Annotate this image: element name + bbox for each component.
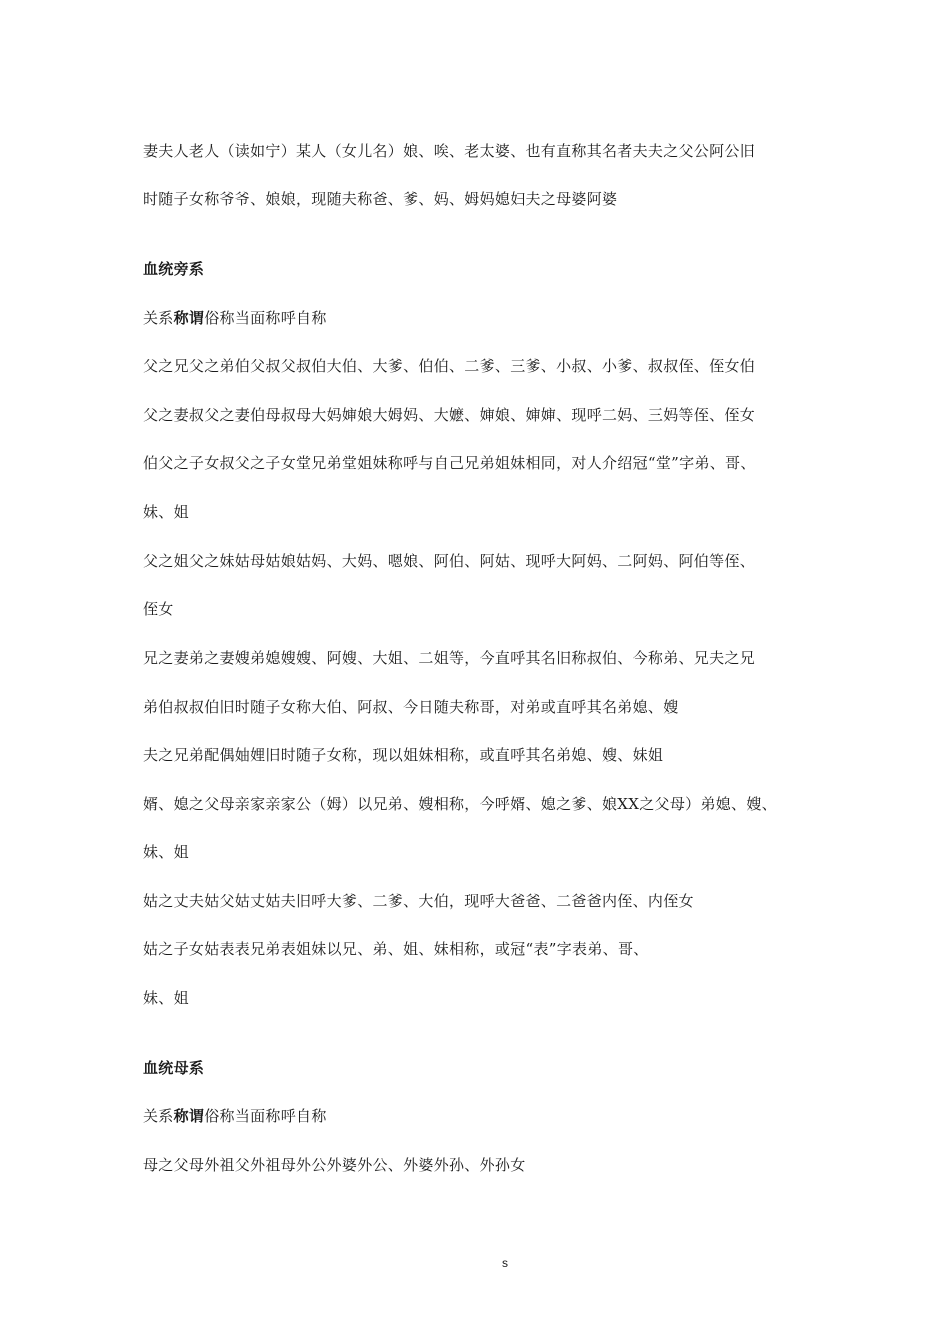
column-header-bold: 称谓 [173,1107,205,1125]
column-header-prefix: 关系 [143,1107,174,1125]
text-line: 时随子女称爷爷、娘娘，现随夫称爸、爹、妈、姆妈媳妇夫之母婆阿婆 [143,190,618,208]
column-header-bold: 称谓 [173,309,205,327]
page-footer: s [502,1256,508,1270]
text-line: 兄之妻弟之妻嫂弟媳嫂嫂、阿嫂、大姐、二姐等，今直呼其名旧称叔伯、今称弟、兄夫之兄 [143,649,756,667]
section-heading: 血统母系 [143,1059,205,1077]
column-header-prefix: 关系 [143,309,174,327]
text-line: 妹、姐 [143,989,189,1007]
text-line: 妹、姐 [143,503,189,521]
text-line: 父之妻叔父之妻伯母叔母大妈婶娘大姆妈、大嬷、婶娘、婶婶、现呼二妈、三妈等侄、侄女 [143,406,756,424]
text-line: 弟伯叔叔伯旧时随子女称大伯、阿叔、今日随夫称哥，对弟或直呼其名弟媳、嫂 [143,698,679,716]
column-header [143,1106,327,1126]
column-header [143,308,327,328]
column-header-suffix: 俗称当面称呼自称 [204,309,327,327]
text-line: 婿、媳之父母亲家亲家公（姆）以兄弟、嫂相称，今呼婿、媳之爹、娘XX之父母）弟媳、嫂、 [143,795,777,813]
text-line: 妻夫人老人（读如宁）某人（女儿名）娘、唉、老太婆、也有直称其名者夫夫之父公阿公旧 [143,142,756,160]
text-line: 夫之兄弟配偶妯娌旧时随子女称，现以姐妹相称，或直呼其名弟媳、嫂、妹姐 [143,746,664,764]
text-line: 父之兄父之弟伯父叔父叔伯大伯、大爹、伯伯、二爹、三爹、小叔、小爹、叔叔侄、侄女伯 [143,357,756,375]
text-line: 母之父母外祖父外祖母外公外婆外公、外婆外孙、外孙女 [143,1156,526,1174]
section-heading: 血统旁系 [143,260,205,278]
text-line: 姑之丈夫姑父姑丈姑夫旧呼大爹、二爹、大伯，现呼大爸爸、二爸爸内侄、内侄女 [143,892,694,910]
text-line: 伯父之子女叔父之子女堂兄弟堂姐妹称呼与自己兄弟姐妹相同，对人介绍冠“堂”字弟、哥、 [143,454,756,472]
column-header-suffix: 俗称当面称呼自称 [204,1107,327,1125]
text-line: 侄女 [143,600,174,618]
text-line: 姑之子女姑表表兄弟表姐妹以兄、弟、姐、妹相称，或冠“表”字表弟、哥、 [143,940,649,958]
text-line: 父之姐父之妹姑母姑娘姑妈、大妈、嗯娘、阿伯、阿姑、现呼大阿妈、二阿妈、阿伯等侄、 [143,552,756,570]
text-line: 妹、姐 [143,843,189,861]
